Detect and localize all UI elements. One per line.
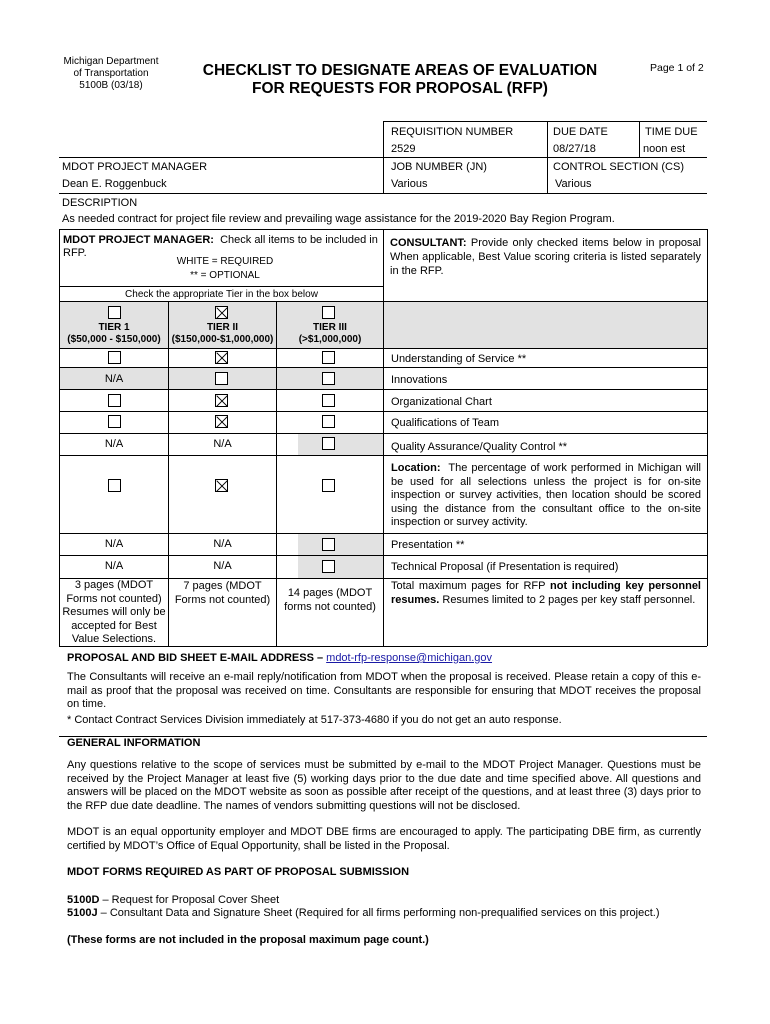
form-5100d: 5100D – Request for Proposal Cover Sheet — [67, 894, 280, 906]
project-manager-value: Dean E. Roggenbuck — [62, 178, 167, 190]
email-paragraph: The Consultants will receive an e-mail reply/notification from MDOT when the proposal is received. Please retain a copy of this e-mail as proof that the proposal was received on time. Consultants are responsible for ensuring that MDOT receives the proposal on time. — [67, 671, 701, 710]
form-number: 5100B (03/18) — [79, 80, 143, 91]
email-section — [67, 652, 492, 664]
pm-instructions: MDOT PROJECT MANAGER: Check all items to be included in RFP. — [63, 234, 378, 259]
presentation-tier1-na: N/A — [104, 538, 124, 550]
org-chart-tier1-checkbox[interactable] — [108, 394, 121, 407]
item-org-chart: Organizational Chart — [391, 396, 492, 408]
location-tier2-checkbox[interactable] — [215, 479, 228, 492]
understanding-tier3-checkbox[interactable] — [322, 351, 335, 364]
title-line-1: CHECKLIST TO DESIGNATE AREAS OF EVALUATION — [202, 62, 598, 79]
presentation-tier2-na: N/A — [213, 538, 232, 550]
project-manager-label: MDOT PROJECT MANAGER — [62, 161, 208, 173]
job-number-value: Various — [391, 178, 428, 190]
techprop-tier2-na: N/A — [213, 560, 232, 572]
consultant-instructions: CONSULTANT: Provide only checked items below in proposal When applicable, Best Value scoring criteria is listed separately in the RFP. — [390, 237, 701, 277]
agency-name-2: of Transportation — [73, 68, 149, 79]
tier2-checkbox[interactable] — [215, 306, 228, 319]
requisition-label: REQUISITION NUMBER — [391, 126, 514, 138]
techprop-tier3-checkbox[interactable] — [322, 560, 335, 573]
pages-tier2: 7 pages (MDOT Forms not counted) — [174, 580, 271, 606]
email-note: * Contact Contract Services Division immediately at 517-373-4680 if you do not get an auto response. — [67, 714, 562, 726]
innovations-tier3-checkbox[interactable] — [322, 372, 335, 385]
email-label: PROPOSAL AND BID SHEET E-MAIL ADDRESS – — [67, 652, 324, 664]
understanding-tier1-checkbox[interactable] — [108, 351, 121, 364]
item-qualifications: Qualifications of Team — [391, 417, 500, 429]
tier2-header: TIER II ($150,000-$1,000,000) — [171, 322, 274, 345]
understanding-tier2-checkbox[interactable] — [215, 351, 228, 364]
job-number-label: JOB NUMBER (JN) — [391, 161, 487, 173]
optional-legend: ** = OPTIONAL — [190, 270, 260, 281]
general-heading: GENERAL INFORMATION — [67, 737, 201, 749]
page-number: Page 1 of 2 — [650, 62, 704, 74]
requisition-value: 2529 — [391, 143, 416, 155]
pages-tier3: 14 pages (MDOT forms not counted) — [284, 587, 376, 613]
tier-header-shade-right — [384, 301, 707, 348]
tier-instructions: Check the appropriate Tier in the box below — [125, 289, 318, 300]
white-required-legend: WHITE = REQUIRED — [176, 256, 274, 267]
org-chart-tier2-checkbox[interactable] — [215, 394, 228, 407]
control-section-value: Various — [555, 178, 592, 190]
tier3-checkbox[interactable] — [322, 306, 335, 319]
qaqc-tier1-na: N/A — [104, 438, 124, 450]
location-tier1-checkbox[interactable] — [108, 479, 121, 492]
general-paragraph-1: Any questions relative to the scope of services must be submitted by e-mail to the MDOT Project Manager. Questions must be received by the Project Manager at least five (5) working days prior to the due date and time specified above. All questions and answers will be placed on the MDOT website as soon as possible after receipt of the questions, and at least three (3) days prior to the RFP due date deadline. The names of vendors submitting questions will not be disclosed. — [67, 759, 701, 812]
general-paragraph-2: MDOT is an equal opportunity employer and MDOT DBE firms are encouraged to apply. The participating DBE firm, as currently certified by MDOT’s Office of Equal Opportunity, shall be listed in the Proposal. — [67, 826, 701, 852]
item-qaqc: Quality Assurance/Quality Control ** — [391, 441, 568, 453]
tier1-checkbox[interactable] — [108, 306, 121, 319]
tier1-header: TIER 1 ($50,000 - $150,000) — [67, 322, 161, 345]
qualifications-tier3-checkbox[interactable] — [322, 415, 335, 428]
item-presentation: Presentation ** — [391, 539, 465, 551]
title-line-2: FOR REQUESTS FOR PROPOSAL (RFP) — [252, 80, 548, 97]
pages-tier1: 3 pages (MDOT Forms not counted) Resumes will only be accepted for Best Value Selections. — [62, 579, 166, 645]
form-5100j: 5100J – Consultant Data and Signature Sheet (Required for all firms performing non-prequalified services on this project.) — [67, 907, 660, 919]
techprop-tier1-na: N/A — [104, 560, 124, 572]
item-tech-proposal: Technical Proposal (if Presentation is required) — [391, 561, 619, 573]
qualifications-tier1-checkbox[interactable] — [108, 415, 121, 428]
agency-name: Michigan Department — [63, 56, 159, 67]
due-date-label: DUE DATE — [553, 126, 608, 138]
innovations-tier2-checkbox[interactable] — [215, 372, 228, 385]
item-location: Location: The percentage of work performed in Michigan will be used for all selections unless the project is for on-site inspection or survey activities, then location should be scored using the distance from the consultant office to the on-site inspection or survey activity. — [391, 462, 701, 528]
forms-heading: MDOT FORMS REQUIRED AS PART OF PROPOSAL SUBMISSION — [67, 866, 410, 878]
tier3-header: TIER III (>$1,000,000) — [298, 322, 362, 345]
description-label: DESCRIPTION — [62, 197, 138, 209]
item-understanding: Understanding of Service ** — [391, 353, 527, 365]
presentation-tier3-checkbox[interactable] — [322, 538, 335, 551]
agency-block — [46, 56, 176, 92]
due-date-value: 08/27/18 — [553, 143, 596, 155]
innovations-tier1-na: N/A — [104, 373, 124, 385]
page-title — [185, 62, 615, 98]
qualifications-tier2-checkbox[interactable] — [215, 415, 228, 428]
email-link[interactable]: mdot-rfp-response@michigan.gov — [326, 652, 493, 664]
time-due-label: TIME DUE — [645, 126, 698, 138]
qaqc-tier3-checkbox[interactable] — [322, 437, 335, 450]
location-tier3-checkbox[interactable] — [322, 479, 335, 492]
qaqc-tier2-na: N/A — [213, 438, 232, 450]
forms-footer-note: (These forms are not included in the proposal maximum page count.) — [67, 934, 429, 946]
item-pages: Total maximum pages for RFP not including key personnel resumes. Resumes limited to 2 pages per key staff personnel. — [391, 580, 701, 606]
control-section-label: CONTROL SECTION (CS) — [553, 161, 684, 173]
description-value: As needed contract for project file review and prevailing wage assistance for the 2019-2020 Bay Region Program. — [62, 213, 615, 225]
time-due-value: noon est — [643, 143, 686, 155]
org-chart-tier3-checkbox[interactable] — [322, 394, 335, 407]
item-innovations: Innovations — [391, 374, 448, 386]
